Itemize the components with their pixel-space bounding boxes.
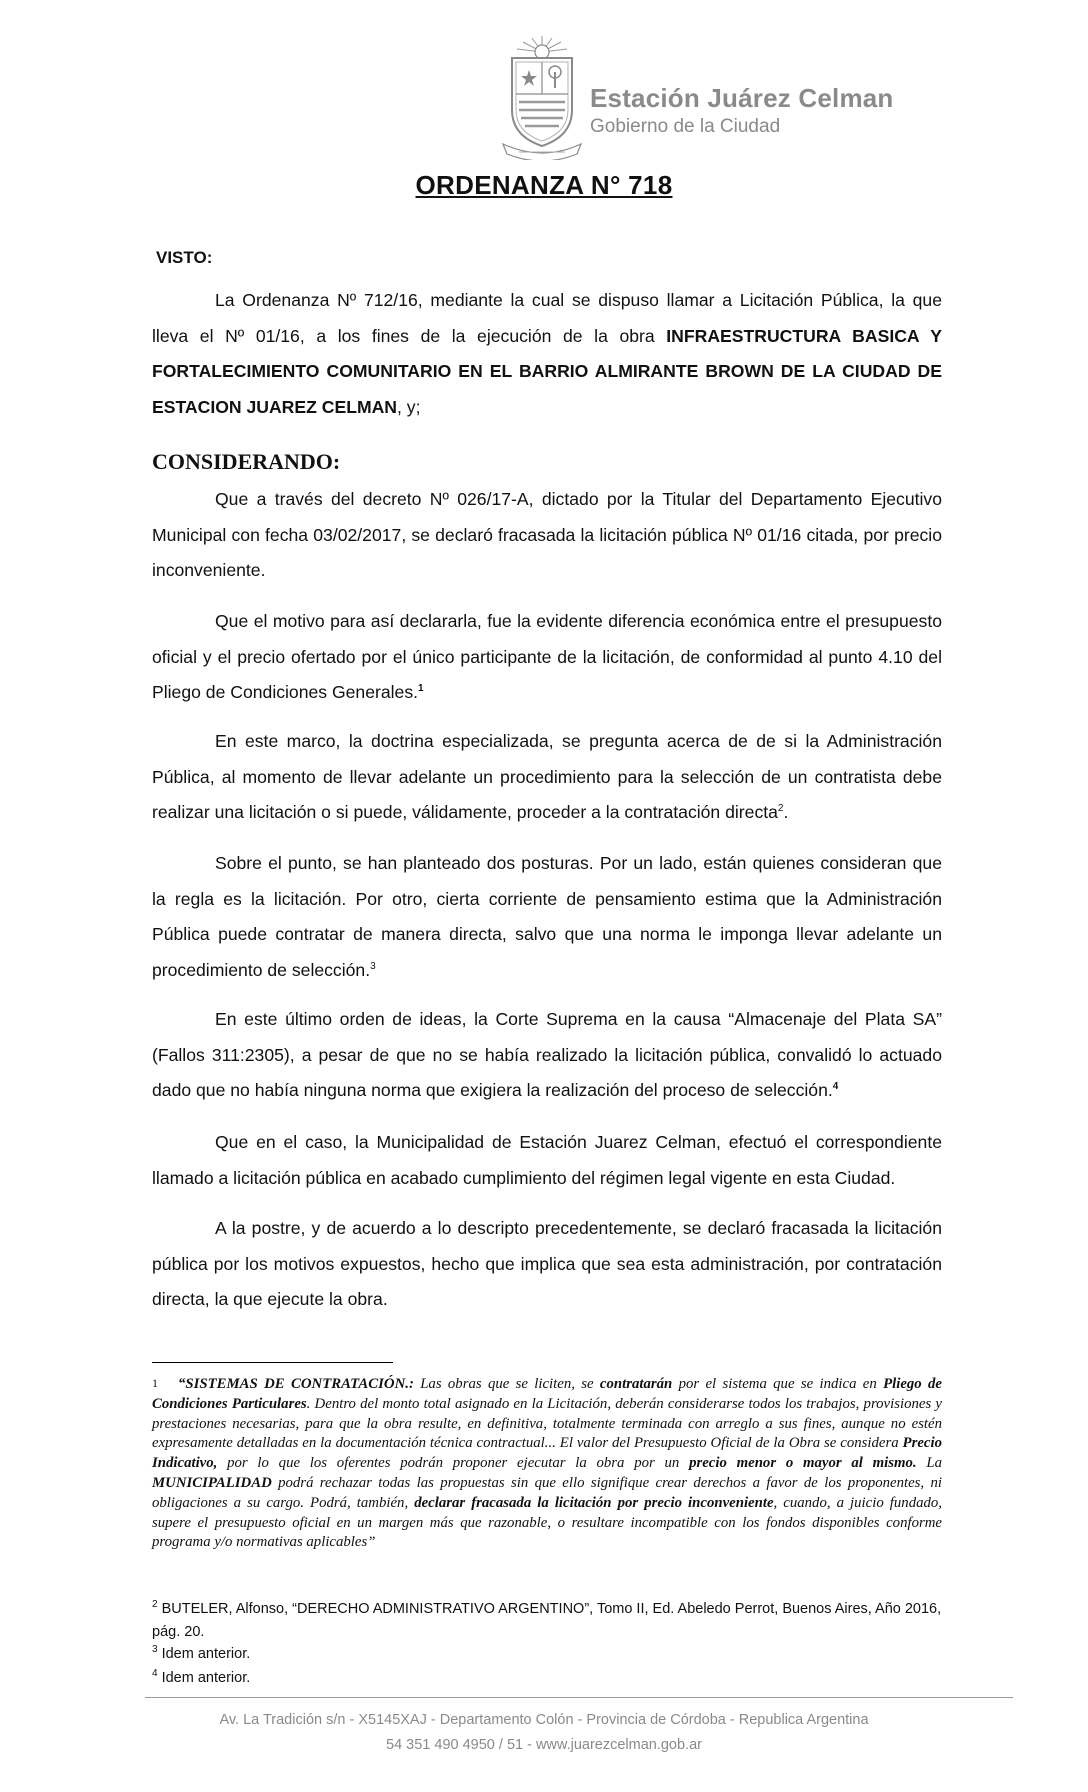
footnote-1-segment: declarar fracasada la licitación por precio inconveniente	[414, 1494, 774, 1511]
footnote-1-segment: por lo que los oferentes podrán proponer ejecutar la obra por un	[217, 1455, 690, 1472]
visto-text-2: , y;	[397, 396, 421, 417]
paragraph-5-text: En este último orden de ideas, la Corte Suprema en la causa “Almacenaje del Plata SA” (Fallos 311:2305), a pesar de que no se había realizado la licitación pública, convalidó lo actuado dado que no había ninguna norma que exigiera la realización del proceso de selección.	[152, 1009, 942, 1100]
footnote-3-text: Idem anterior.	[157, 1646, 251, 1662]
visto-heading: VISTO:	[156, 248, 213, 267]
footnote-1-segment: contratarán	[599, 1376, 673, 1392]
footnote-ref-2: 2	[777, 803, 784, 815]
paragraph-2	[152, 604, 942, 711]
footnote-4-text: Idem anterior.	[157, 1670, 251, 1686]
footnote-4-number: 4	[152, 1668, 158, 1680]
footnote-ref-3: 3	[370, 960, 376, 972]
footnote-2-number: 2	[152, 1599, 158, 1611]
footnote-1	[152, 1374, 942, 1553]
footnote-3	[152, 1646, 250, 1662]
paragraph-4-text: Sobre el punto, se han planteado dos posturas. Por un lado, están quienes consideran que la regla es la licitación. Por otro, cierta corriente de pensamiento estima que la Administración Pública puede contratar de manera directa, salvo que una norma le imponga llevar adelante un procedimiento de selección.	[152, 853, 942, 980]
paragraph-4	[152, 846, 942, 988]
footnote-ref-1: 1	[418, 683, 424, 695]
footer-separator	[145, 1697, 1013, 1698]
document-title: ORDENANZA N° 718	[415, 170, 673, 200]
footnote-1-segment: MUNICIPALIDAD	[152, 1474, 272, 1491]
footnote-1-segment: La	[916, 1455, 942, 1472]
footnote-1-number: 1	[152, 1376, 158, 1390]
municipal-crest-icon	[497, 32, 587, 160]
paragraph-2-text: Que el motivo para así declararla, fue la evidente diferencia económica entre el presupuesto oficial y el precio ofertado por el único participante de la licitación, de conformidad al punto 4.10 del Pliego de Condiciones Generales.	[152, 611, 942, 702]
footnote-1-segment: , cuando, a juicio fundado, supere el presupuesto oficial en un margen más que razonable, o resultare incompatible con los fondos disponibles conforme programa y/o normativas aplicables”	[152, 1494, 942, 1551]
organization-name: Estación Juárez Celman	[590, 83, 894, 113]
footnote-3-number: 3	[152, 1644, 158, 1656]
paragraph-3	[152, 724, 942, 831]
paragraph-5	[152, 1002, 942, 1109]
footnote-1-segment: “SISTEMAS DE CONTRATACIÓN.:	[178, 1376, 414, 1392]
considerando-heading: CONSIDERANDO:	[152, 449, 341, 474]
letterhead	[497, 32, 917, 167]
footnote-1-segment: podrá rechazar todas las propuestas sin que ello signifique crear derechos a favor de los proponentes, ni obligaciones a su cargo. Podrá, también,	[152, 1474, 942, 1511]
paragraph-3-text: En este marco, la doctrina especializada, se pregunta acerca de de si la Administración Pública, al momento de llevar adelante un procedimiento para la selección de un contratista debe realizar una licitación o si puede, válidamente, proceder a la contratación directa	[152, 731, 942, 822]
paragraph-1: Que a través del decreto Nº 026/17-A, dictado por la Titular del Departamento Ejecutivo Municipal con fecha 03/02/2017, se declaró fracasada la licitación pública Nº 01/16 citada, por precio inconveniente.	[152, 489, 942, 580]
paragraph-6: Que en el caso, la Municipalidad de Estación Juarez Celman, efectuó el correspondiente llamado a licitación pública en acabado cumplimiento del régimen legal vigente en esta Ciudad.	[152, 1132, 942, 1188]
organization-subtitle: Gobierno de la Ciudad	[590, 116, 781, 137]
footnote-1-segment: Pliego de Condiciones Particulares	[152, 1376, 942, 1412]
footnote-4	[152, 1670, 250, 1686]
footnote-1-segment: Las obras que se liciten, se	[413, 1376, 600, 1392]
visto-paragraph	[152, 283, 942, 425]
footnote-1-segment: Precio Indicativo,	[152, 1435, 942, 1472]
footnote-separator	[152, 1362, 393, 1363]
footnote-1-segment: . Dentro del monto total asignado en la Licitación, deberán considerarse todos los trabajos, provisiones y prestaciones necesarias, para que la obra resulte, en definitiva, totalmente terminada con arreglo a sus fines, aunque no estén expresamente detalladas en la documentación técnica contractual... El valor del Presupuesto Oficial de la Obra se considera	[152, 1395, 942, 1452]
footnote-1-segment: precio menor o mayor al mismo.	[689, 1455, 917, 1472]
visto-text-1: La Ordenanza Nº 712/16, mediante la cual se dispuso llamar a Licitación Pública, la que lleva el Nº 01/16, a los fines de la ejecución de la obra	[152, 290, 942, 346]
footer-address: Av. La Tradición s/n - X5145XAJ - Departamento Colón - Provincia de Córdoba - Republica Argentina	[219, 1712, 869, 1728]
paragraph-7: A la postre, y de acuerdo a lo descripto precedentemente, se declaró fracasada la licitación pública por los motivos expuestos, hecho que implica que sea esta administración, por contratación directa, la que ejecute la obra.	[152, 1218, 942, 1309]
footnote-2	[152, 1598, 942, 1644]
visto-project-name: INFRAESTRUCTURA BASICA Y FORTALECIMIENTO COMUNITARIO EN EL BARRIO ALMIRANTE BROWN DE LA CIUDAD DE ESTACION JUAREZ CELMAN	[152, 325, 942, 417]
paragraph-3-end: .	[783, 802, 789, 822]
footnote-1-segment: por el sistema que se indica en	[672, 1376, 884, 1392]
footnote-ref-4: 4	[832, 1081, 839, 1093]
footer-contact: 54 351 490 4950 / 51 - www.juarezcelman.gob.ar	[386, 1737, 702, 1753]
footnote-2-text: BUTELER, Alfonso, “DERECHO ADMINISTRATIVO ARGENTINO”, Tomo II, Ed. Abeledo Perrot, Buenos Aires, Año 2016, pág. 20.	[152, 1601, 942, 1640]
